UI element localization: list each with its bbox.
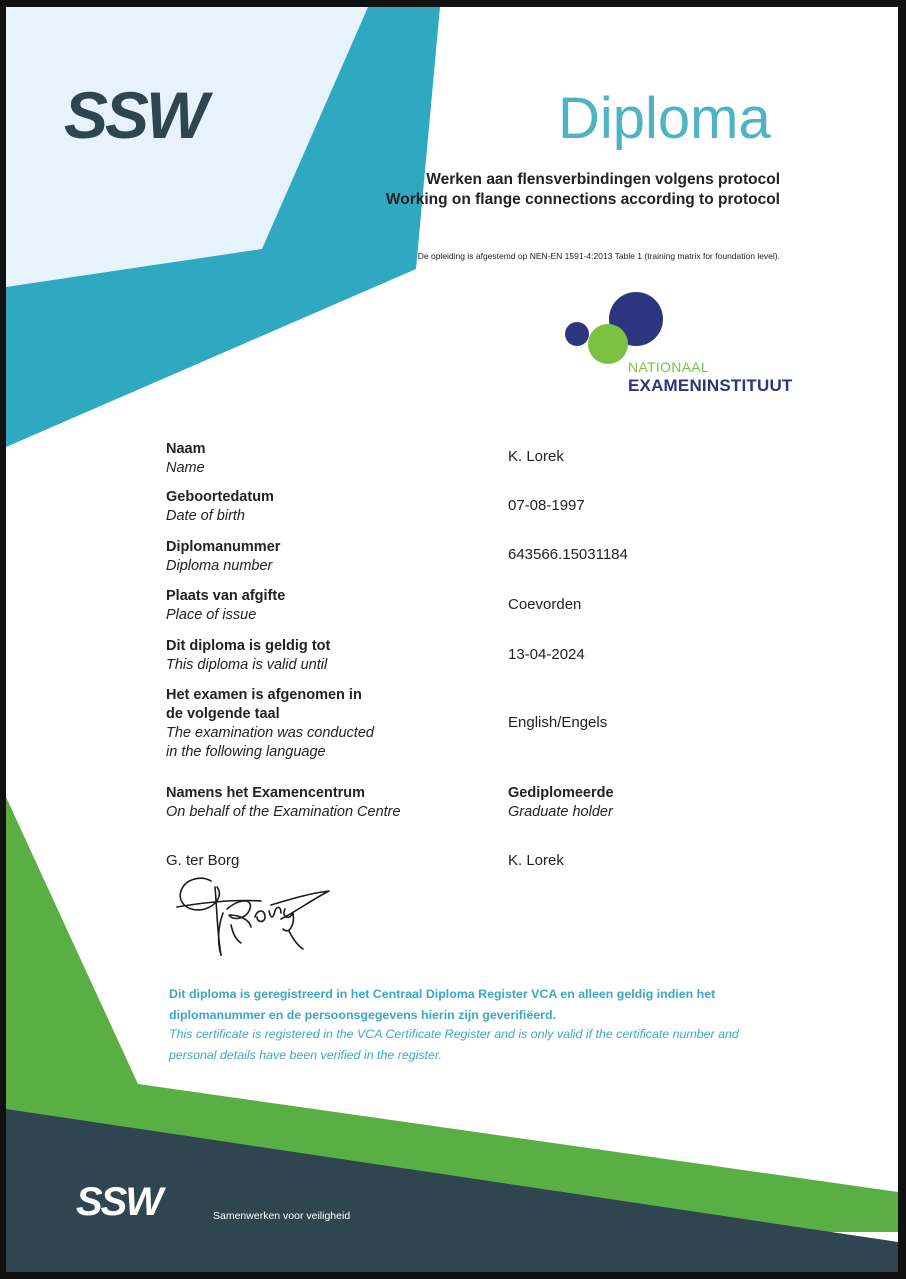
label-en-1: The examination was conducted bbox=[166, 725, 374, 741]
label-en: This diploma is valid until bbox=[166, 657, 328, 673]
label-nl-2: de volgende taal bbox=[166, 706, 280, 722]
handwritten-signature-icon bbox=[171, 869, 336, 961]
register-nl-line2: diplomanummer en de persoonsgegevens hierin zijn geverifiëerd. bbox=[169, 1007, 556, 1022]
register-notice-nl bbox=[169, 984, 809, 1025]
subtitle-nl: Werken aan flensverbindingen volgens protocol bbox=[426, 171, 780, 188]
label-nl: Diplomanummer bbox=[166, 539, 281, 555]
field-language-value: English/Engels bbox=[508, 714, 608, 731]
label-en: Place of issue bbox=[166, 607, 257, 623]
ssw-logo-bottom: SSW bbox=[76, 1180, 162, 1224]
centre-signer-name: G. ter Borg bbox=[166, 852, 240, 869]
holder-name: K. Lorek bbox=[508, 852, 564, 869]
field-name-label bbox=[166, 440, 206, 478]
label-en: Date of birth bbox=[166, 508, 245, 524]
label-nl: Gediplomeerde bbox=[508, 785, 614, 801]
institute-line2: EXAMENINSTITUUT bbox=[628, 376, 793, 395]
label-nl: Dit diploma is geldig tot bbox=[166, 638, 331, 654]
label-en-2: in the following language bbox=[166, 744, 326, 760]
diploma-title: Diploma bbox=[558, 86, 771, 151]
field-valid-label bbox=[166, 637, 330, 675]
label-nl: Plaats van afgifte bbox=[166, 588, 286, 604]
subtitle-en: Working on flange connections according to protocol bbox=[385, 191, 780, 208]
register-en-line1: This certificate is registered in the VCA Certificate Register and is only valid if the certificate number and bbox=[169, 1027, 739, 1041]
label-nl: Geboortedatum bbox=[166, 489, 274, 505]
field-valid-value: 13-04-2024 bbox=[508, 646, 585, 663]
label-en: Graduate holder bbox=[508, 804, 613, 820]
field-place-label bbox=[166, 587, 285, 625]
label-en: Name bbox=[166, 460, 205, 476]
label-en: On behalf of the Examination Centre bbox=[166, 804, 401, 820]
ssw-logo-top: SSW bbox=[64, 78, 206, 152]
field-birth-label bbox=[166, 488, 274, 526]
label-en: Diploma number bbox=[166, 558, 273, 574]
field-place-value: Coevorden bbox=[508, 596, 582, 613]
field-number-label bbox=[166, 538, 280, 576]
diploma-page bbox=[6, 7, 898, 1272]
signature-centre-label bbox=[166, 784, 401, 822]
norm-note: De opleiding is afgestemd op NEN-EN 1591-4:2013 Table 1 (training matrix for foundation level). bbox=[417, 251, 780, 261]
institute-line1: NATIONAAL bbox=[628, 359, 710, 375]
footer-slogan: Samenwerken voor veiligheid bbox=[213, 1210, 351, 1222]
register-nl-line1: Dit diploma is geregistreerd in het Centraal Diploma Register VCA en alleen geldig indien het bbox=[169, 987, 716, 1001]
register-en-line2: personal details have been verified in the register. bbox=[169, 1047, 442, 1062]
nei-logo-circles-icon bbox=[561, 289, 671, 369]
label-nl-1: Het examen is afgenomen in bbox=[166, 687, 362, 703]
register-notice-en bbox=[169, 1024, 809, 1065]
label-nl: Naam bbox=[166, 441, 206, 457]
field-number-value: 643566.15031184 bbox=[508, 546, 628, 563]
label-nl: Namens het Examencentrum bbox=[166, 785, 366, 801]
signature-holder-label bbox=[508, 784, 614, 822]
field-birth-value: 07-08-1997 bbox=[508, 497, 585, 514]
field-language-label bbox=[166, 686, 374, 762]
field-name-value: K. Lorek bbox=[508, 448, 564, 465]
